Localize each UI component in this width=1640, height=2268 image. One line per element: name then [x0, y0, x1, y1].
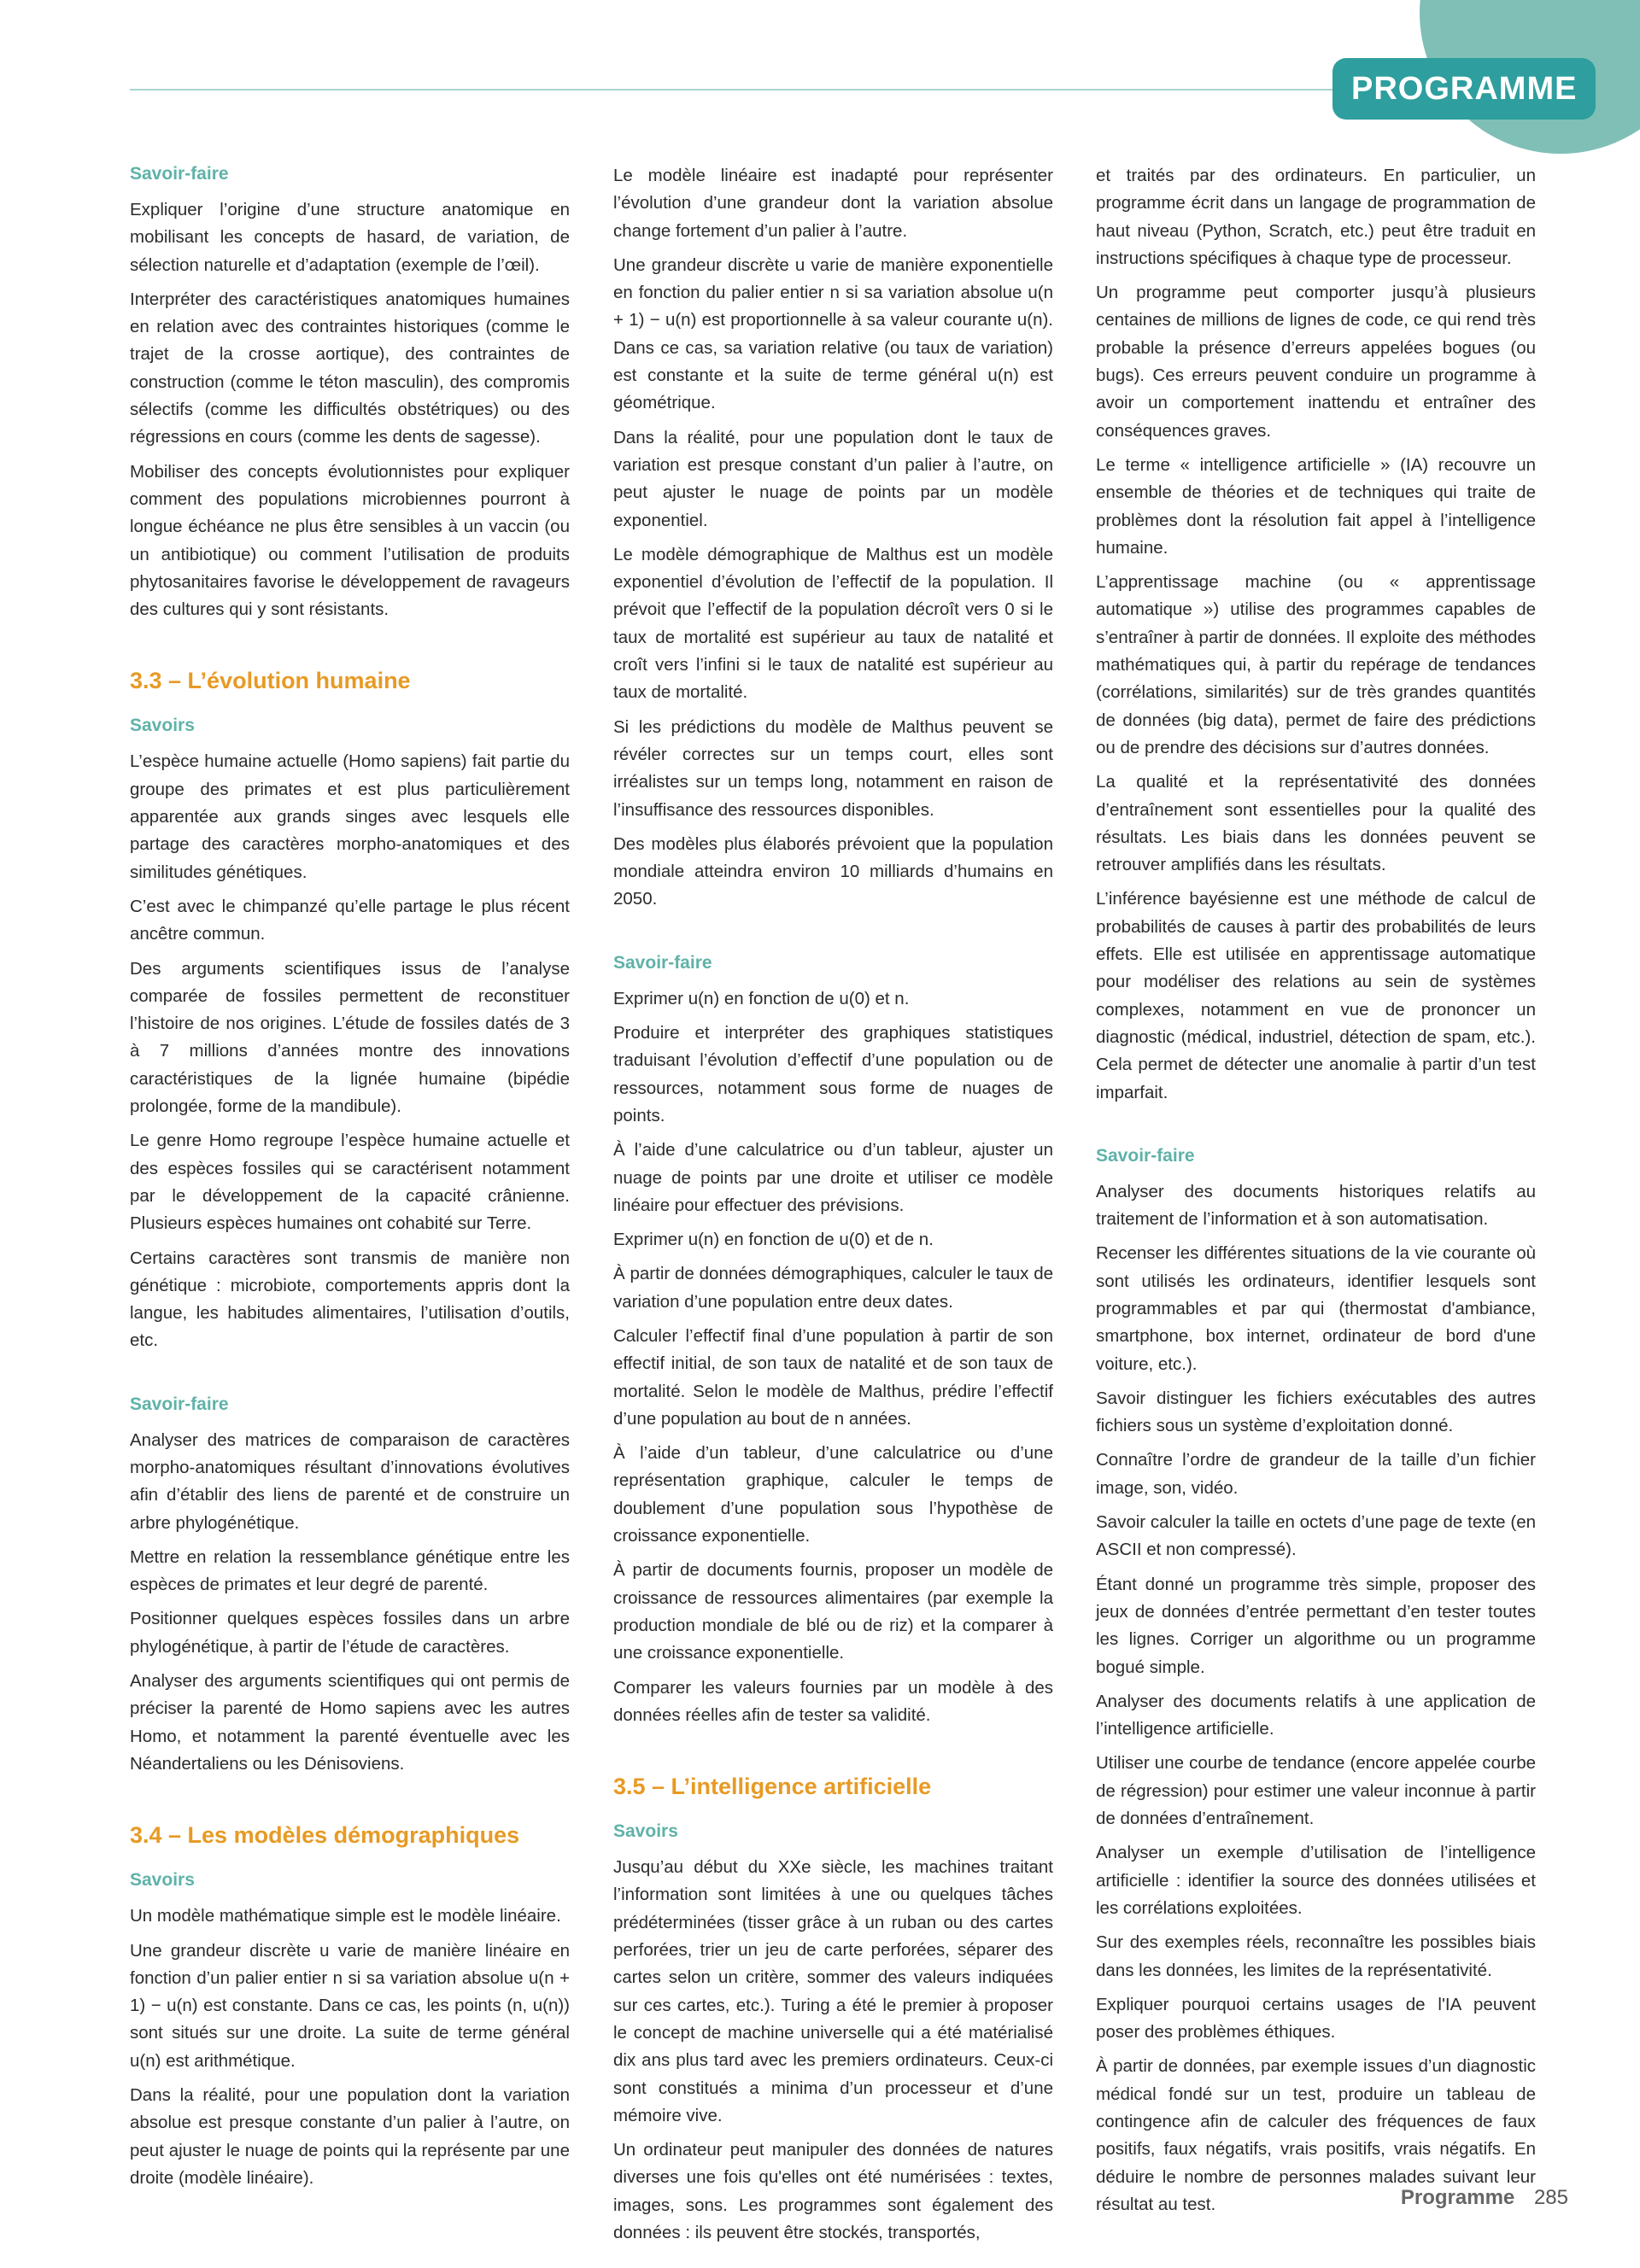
paragraph: Le modèle démographique de Malthus est un modèle exponentiel d’évolution de l’effectif de la population. Il prévoit que l’effectif de la population décroît vers 0 si le taux de mortalité est supérieur au taux de natalité et croît vers l’infini si le taux de natalité est supérieur au taux de mortalité. — [613, 544, 1053, 703]
paragraph: Expliquer l’origine d’une structure anatomique en mobilisant les concepts de hasard, de variation, de sélection naturelle et d’adaptation (exemple de l’œil). — [130, 200, 570, 275]
paragraph: Dans la réalité, pour une population dont la variation absolue est presque constante d’un palier à l’autre, on peut ajuster le nuage de points qui la représente par une droite (modèle linéaire). — [130, 2085, 570, 2188]
paragraph: Exprimer u(n) en fonction de u(0) et de n. — [613, 1230, 934, 1250]
paragraph: L’apprentissage machine (ou « apprentissage automatique ») utilise des programmes capables de s’entraîner à partir de données. Il exploite des méthodes mathématiques qui, à partir du repérage de tendances (corrélations, similarités) sur de très grandes quantités de données (big data), permet de faire des prédictions ou de prendre des décisions sur d’autres données. — [1096, 572, 1536, 757]
paragraph: Savoir calculer la taille en octets d’une page de texte (en ASCII et non compressé). — [1096, 1512, 1536, 1560]
paragraph: Savoir distinguer les fichiers exécutables des autres fichiers sous un système d’exploitation donné. — [1096, 1388, 1536, 1436]
paragraph: Un ordinateur peut manipuler des données de natures diverses une fois qu'elles ont été numérisées : textes, images, sons. Les programmes sont également des données : ils peuvent être stockés, transportés, — [613, 2140, 1053, 2242]
paragraph: Des arguments scientifiques issus de l’analyse comparée de fossiles permettent de reconstituer l’histoire de nos origines. L’étude de fossiles datés de 3 à 7 millions d’années montre des innovations caractéristiques de la lignée humaine (bipédie prolongée, forme de la mandibule). — [130, 958, 570, 1117]
paragraph: À partir de documents fournis, proposer un modèle de croissance de ressources alimentaires (par exemple la production mondiale de blé ou de riz) et la comparer à une croissance exponentielle. — [613, 1560, 1053, 1663]
paragraph: Analyser un exemple d’utilisation de l’intelligence artificielle : identifier la source des données utilisées et les corrélations exploitées. — [1096, 1843, 1536, 1918]
section-badge: PROGRAMME — [1332, 58, 1596, 120]
paragraph: Comparer les valeurs fournies par un modèle à des données réelles afin de tester sa validité. — [613, 1677, 1053, 1725]
subheading: Savoir-faire — [613, 952, 712, 973]
paragraph: Utiliser une courbe de tendance (encore appelée courbe de régression) pour estimer une valeur inconnue à partir de données d’entraînement. — [1096, 1753, 1536, 1829]
column-middle — [613, 162, 1053, 2253]
paragraph: Un modèle mathématique simple est le modèle linéaire. — [130, 1906, 561, 1926]
paragraph: Une grandeur discrète u varie de manière linéaire en fonction d’un palier entier n si sa variation absolue u(n + 1) − u(n) est constante. Dans ce cas, les points (n, u(n)) sont situés sur une droite. La suite de terme général u(n) est arithmétique. — [130, 1940, 570, 2071]
page-footer — [1401, 2186, 1568, 2210]
paragraph: Positionner quelques espèces fossiles dans un arbre phylogénétique, à partir de l’étude de caractères. — [130, 1609, 570, 1657]
column-left — [130, 162, 570, 2199]
footer-label: Programme — [1400, 2186, 1515, 2209]
paragraph: Jusqu’au début du XXe siècle, les machines traitant l’information sont limitées à une ou quelques tâches prédéterminées (tisser grâce à un ruban ou des cartes perforées, trier un jeu de carte perforées, séparer des cartes selon un critère, sommer des valeurs indiquées sur ces cartes, etc.). Turing a été le premier à proposer le concept de machine universelle qui a été matérialisé dix ans plus tard avec les premiers ordinateurs. Ceux-ci sont constitués a minima d’un processeur et d’une mémoire vive. — [613, 1857, 1053, 2125]
paragraph: L’inférence bayésienne est une méthode de calcul de probabilités de causes à partir des probabilités de leurs effets. Elle est utilisée en apprentissage automatique pour modéliser des relations au sein de systèmes complexes, notamment en vue de prononcer un diagnostic (médical, industriel, détection de spam, etc.). Cela permet de détecter une anomalie à partir d’un test imparfait. — [1096, 889, 1536, 1102]
header-rule — [130, 89, 1539, 91]
paragraph: Si les prédictions du modèle de Malthus peuvent se révéler correctes sur un temps court, elles sont irréalistes sur un temps long, notamment en raison de l’insuffisance des ressources disponibles. — [613, 716, 1053, 820]
paragraph: Des modèles plus élaborés prévoient que la population mondiale atteindra environ 10 milliards d’humains en 2050. — [613, 833, 1053, 909]
paragraph: C’est avec le chimpanzé qu’elle partage le plus récent ancêtre commun. — [130, 896, 570, 944]
paragraph: Le modèle linéaire est inadapté pour représenter l’évolution d’une grandeur dont la variation absolue change fortement d’un palier à l’autre. — [613, 166, 1053, 241]
paragraph: Le terme « intelligence artificielle » (IA) recouvre un ensemble de théories et de techniques qui traite de problèmes dont la résolution fait appel à l’intelligence humaine. — [1096, 454, 1536, 558]
page-number: 285 — [1533, 2186, 1568, 2209]
column-right — [1096, 162, 1536, 2225]
paragraph: Mettre en relation la ressemblance génétique entre les espèces de primates et leur degré de parenté. — [130, 1546, 570, 1595]
paragraph: Produire et interpréter des graphiques statistiques traduisant l’évolution d’effectif d’une population ou de ressources, notamment sous forme de nuages de points. — [613, 1023, 1053, 1125]
paragraph: et traités par des ordinateurs. En particulier, un programme écrit dans un langage de programmation de haut niveau (Python, Scratch, etc.) peut être traduit en instructions spécifiques à chaque type de processeur. — [1096, 166, 1536, 268]
subheading: Savoir-faire — [1096, 1145, 1195, 1166]
paragraph: Certains caractères sont transmis de manière non génétique : microbiote, comportements appris dont la langue, les habitudes alimentaires, l’utilisation d’outils, etc. — [130, 1248, 570, 1351]
paragraph: Analyser des matrices de comparaison de caractères morpho-anatomiques résultant d’innovations évolutives afin d’établir des liens de parenté et de construire un arbre phylogénétique. — [130, 1429, 570, 1533]
section-heading: 3.4 – Les modèles démographiques — [130, 1822, 520, 1849]
paragraph: Étant donné un programme très simple, proposer des jeux de données d’entrée permettant d’en tester toutes les lignes. Corriger un algorithme ou un programme bogué simple. — [1096, 1574, 1536, 1677]
paragraph: Connaître l’ordre de grandeur de la taille d’un fichier image, son, vidéo. — [1096, 1450, 1536, 1498]
paragraph: Interpréter des caractéristiques anatomiques humaines en relation avec des contraintes historiques (comme le trajet de la crosse aortique), des contraintes de construction (comme le téton masculin), des compromis sélectifs (comme les difficultés obstétriques) ou des régressions en cours (comme les dents de sagesse). — [130, 289, 570, 447]
paragraph: Dans la réalité, pour une population dont le taux de variation est presque constant d’un palier à l’autre, on peut ajuster le nuage de points par un modèle exponentiel. — [613, 427, 1053, 530]
paragraph: L’espèce humaine actuelle (Homo sapiens) fait partie du groupe des primates et est plus particulièrement apparentée aux grands singes avec lesquels elle partage des caractères morpho-anatomiques et des similitudes génétiques. — [130, 751, 570, 882]
paragraph: Calculer l’effectif final d’une population à partir de son effectif initial, de son taux de natalité et de son taux de mortalité. Selon le modèle de Malthus, prédire l’effectif d’une population au bout de n années. — [613, 1325, 1053, 1429]
subheading: Savoir-faire — [130, 1394, 229, 1414]
paragraph: Analyser des documents historiques relatifs au traitement de l’information et à son automatisation. — [1096, 1181, 1536, 1230]
paragraph: Sur des exemples réels, reconnaître les possibles biais dans les données, les limites de la représentativité. — [1096, 1932, 1536, 1980]
paragraph: À l’aide d’une calculatrice ou d’un tableur, ajuster un nuage de points par une droite et utiliser ce modèle linéaire pour effectuer des prévisions. — [613, 1140, 1053, 1215]
subheading: Savoir-faire — [130, 164, 229, 184]
paragraph: Un programme peut comporter jusqu’à plusieurs centaines de millions de lignes de code, ce qui rend très probable la présence d’erreurs appelées bogues (ou bugs). Ces erreurs peuvent conduire un programme à avoir un comportement inattendu et entraîner des conséquences graves. — [1096, 283, 1536, 441]
paragraph: Mobiliser des concepts évolutionnistes pour expliquer comment des populations microbiennes pourront à longue échéance ne plus être sensibles à un vaccin (ou un antibiotique) ou comment l’utilisation de produits phytosanitaires favorise le développement de ravageurs des cultures qui y sont résistants. — [130, 461, 570, 620]
paragraph: Analyser des arguments scientifiques qui ont permis de préciser la parenté de Homo sapiens avec les autres Homo, et notamment la parenté éventuelle avec les Néandertaliens ou les Dénisoviens. — [130, 1671, 570, 1774]
paragraph: Expliquer pourquoi certains usages de l'IA peuvent poser des problèmes éthiques. — [1096, 1994, 1536, 2043]
paragraph: À partir de données démographiques, calculer le taux de variation d’une population entre deux dates. — [613, 1264, 1053, 1312]
paragraph: La qualité et la représentativité des données d’entraînement sont essentielles pour la qualité des résultats. Les biais dans les données peuvent se retrouver amplifiés dans les résultats. — [1096, 772, 1536, 875]
paragraph: Recenser les différentes situations de la vie courante où sont utilisés les ordinateurs, identifier lesquels sont programmables et par qui (thermostat d'ambiance, smartphone, box internet, ordinateur de bord d'une voiture, etc.). — [1096, 1243, 1536, 1374]
paragraph: Le genre Homo regroupe l’espèce humaine actuelle et des espèces fossiles qui se caractérisent notamment par le développement de la capacité crânienne. Plusieurs espèces humaines ont cohabité sur Terre. — [130, 1131, 570, 1234]
subheading: Savoirs — [130, 1870, 195, 1891]
subheading: Savoirs — [613, 1821, 678, 1842]
paragraph: Une grandeur discrète u varie de manière exponentielle en fonction du palier entier n si sa variation absolue u(n + 1) − u(n) est proportionnelle à sa valeur courante u(n). Dans ce cas, sa variation relative (ou taux de variation) est constante et la suite de terme général u(n) est géométrique. — [613, 254, 1053, 413]
paragraph: Exprimer u(n) en fonction de u(0) et n. — [613, 988, 910, 1008]
paragraph: Analyser des documents relatifs à une application de l’intelligence artificielle. — [1096, 1691, 1536, 1739]
section-heading: 3.5 – L’intelligence artificielle — [613, 1774, 932, 1800]
paragraph: À l’aide d’un tableur, d’une calculatrice ou d’une représentation graphique, calculer le temps de doublement d’une population sous l’hypothèse de croissance exponentielle. — [613, 1443, 1053, 1546]
subheading: Savoirs — [130, 716, 195, 736]
section-heading: 3.3 – L’évolution humaine — [130, 668, 411, 694]
paragraph: À partir de données, par exemple issues d’un diagnostic médical fondé sur un test, produire un tableau de contingence afin de calculer des fréquences de faux positifs, faux négatifs, vrais positifs, vrais négatifs. En déduire le nombre de personnes malades suivant leur résultat au test. — [1096, 2056, 1536, 2214]
